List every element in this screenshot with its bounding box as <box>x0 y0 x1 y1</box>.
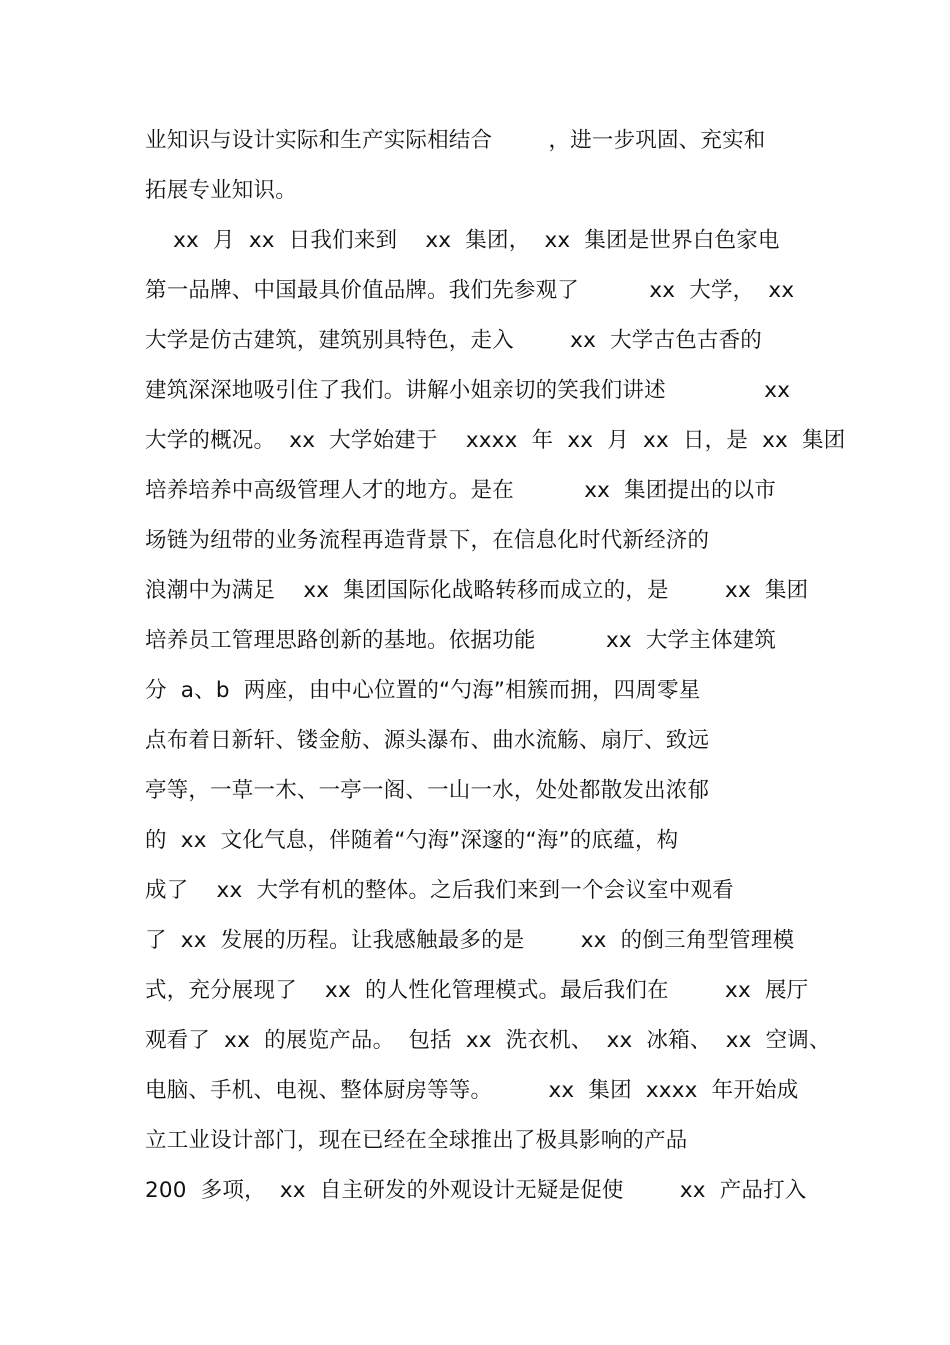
text-line: 亭等，一草一木、一亭一阁、一山一水，处处都散发出浓郁 <box>145 778 710 803</box>
text-line: 业知识与设计实际和生产实际相结合 ，进一步巩固、充实和 <box>145 128 766 153</box>
body-text <box>145 116 846 1216</box>
text-line: 观看了 xx 的展览产品。 包括 xx 洗衣机、 xx 冰箱、 xx 空调、 <box>145 1028 831 1053</box>
text-line: 拓展专业知识。 <box>145 178 297 203</box>
text-line: xx 月 xx 日我们来到 xx 集团， xx 集团是世界白色家电 <box>145 228 780 253</box>
text-line: 建筑深深地吸引住了我们。讲解小姐亲切的笑我们讲述 xx <box>145 378 791 403</box>
text-line: 第一品牌、中国最具价值品牌。我们先参观了 xx 大学， xx <box>145 278 795 303</box>
text-line: 了 xx 发展的历程。让我感触最多的是 xx 的倒三角型管理模 <box>145 928 795 953</box>
text-line: 的 xx 文化气息，伴随着“勺海”深邃的“海”的底蕴，构 <box>145 828 679 853</box>
text-line: 点布着日新轩、镂金舫、源头瀑布、曲水流觞、扇厅、致远 <box>145 728 710 753</box>
text-line: 大学的概况。 xx 大学始建于 xxxx 年 xx 月 xx 日，是 xx 集团 <box>145 428 846 453</box>
text-line: 培养员工管理思路创新的基地。依据功能 xx 大学主体建筑 <box>145 628 777 653</box>
text-line: 电脑、手机、电视、整体厨房等等。 xx 集团 xxxx 年开始成 <box>145 1078 799 1103</box>
text-line: 成了 xx 大学有机的整体。之后我们来到一个会议室中观看 <box>145 878 734 903</box>
text-line: 立工业设计部门，现在已经在全球推出了极具影响的产品 <box>145 1128 688 1153</box>
text-line: 场链为纽带的业务流程再造背景下，在信息化时代新经济的 <box>145 528 710 553</box>
text-line: 式，充分展现了 xx 的人性化管理模式。最后我们在 xx 展厅 <box>145 978 809 1003</box>
text-line: 大学是仿古建筑，建筑别具特色，走入 xx 大学古色古香的 <box>145 328 762 353</box>
text-line: 浪潮中为满足 xx 集团国际化战略转移而成立的，是 xx 集团 <box>145 578 809 603</box>
text-line: 分 a、b 两座，由中心位置的“勺海”相簇而拥，四周零星 <box>145 678 701 703</box>
text-line: 200 多项， xx 自主研发的外观设计无疑是促使 xx 产品打入 <box>145 1178 807 1203</box>
text-line: 培养培养中高级管理人才的地方。是在 xx 集团提出的以市 <box>145 478 777 503</box>
